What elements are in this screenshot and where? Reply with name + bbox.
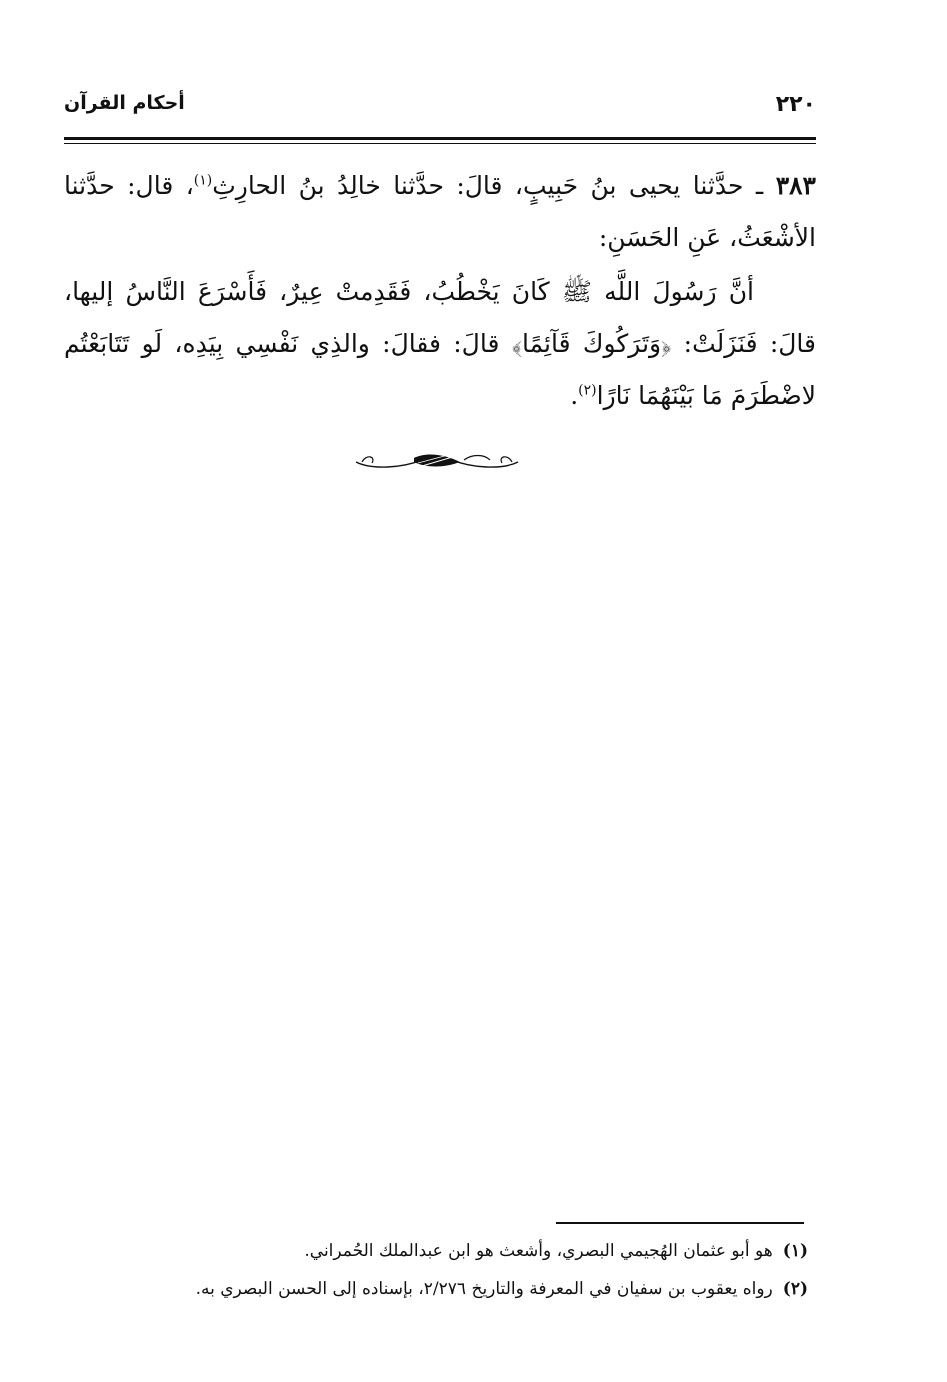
matn-text: أنَّ رَسُولَ اللَّه ﷺ كَانَ يَخْطُبُ، فَقَدِمتْ عِيرٌ، فَأَسْرَعَ النَّاسُ إليها، قالَ: فَنَزَلَتْ: ﴿وَتَرَكُوكَ قَآئِمًا﴾ قالَ: فقالَ: والذِي نَفْسِي بِيَدِه، لَو تَتَابَعْتُم لاضْطَرَمَ مَا بَيْنَهُمَا نَارًا [64, 277, 816, 410]
running-header [64, 86, 816, 126]
footnote-ref-2[interactable]: (٢) [578, 382, 597, 399]
footnote-number: (١) [782, 1241, 808, 1261]
header-rule [64, 137, 816, 140]
chain-text-1: ـ حدَّثنا يحيى بنُ حَبِيبٍ، قالَ: حدَّثنا خالِدُ بنُ الحارِثِ [212, 171, 764, 200]
footnote-2 [64, 1270, 808, 1308]
footnotes [64, 1232, 808, 1308]
hadith-text [64, 266, 816, 422]
hadith-number: ٣٨٣ [775, 171, 816, 200]
main-text [64, 160, 816, 422]
matn-end: . [570, 381, 579, 410]
chain-text-2: ، قال: حدَّثنا الأشْعَثُ، عَنِ الحَسَنِ: [64, 171, 816, 252]
hadith-chain [64, 160, 816, 264]
footnote-text: هو أبو عثمان الهُجيمي البصري، وأشعث هو ابن عبدالملك الحُمراني. [304, 1241, 773, 1261]
book-title: أحكام القرآن [64, 92, 185, 114]
header-rule-thin [64, 143, 816, 144]
footnote-separator [556, 1222, 804, 1224]
page-number: ٢٢٠ [775, 92, 816, 117]
decorative-flourish-icon [352, 448, 522, 474]
footnote-text: رواه يعقوب بن سفيان في المعرفة والتاريخ ٢/٢٧٦، بإسناده إلى الحسن البصري به. [195, 1279, 773, 1299]
footnote-1 [64, 1232, 808, 1270]
footnote-number: (٢) [782, 1279, 808, 1299]
footnote-ref-1[interactable]: (١) [193, 172, 213, 189]
